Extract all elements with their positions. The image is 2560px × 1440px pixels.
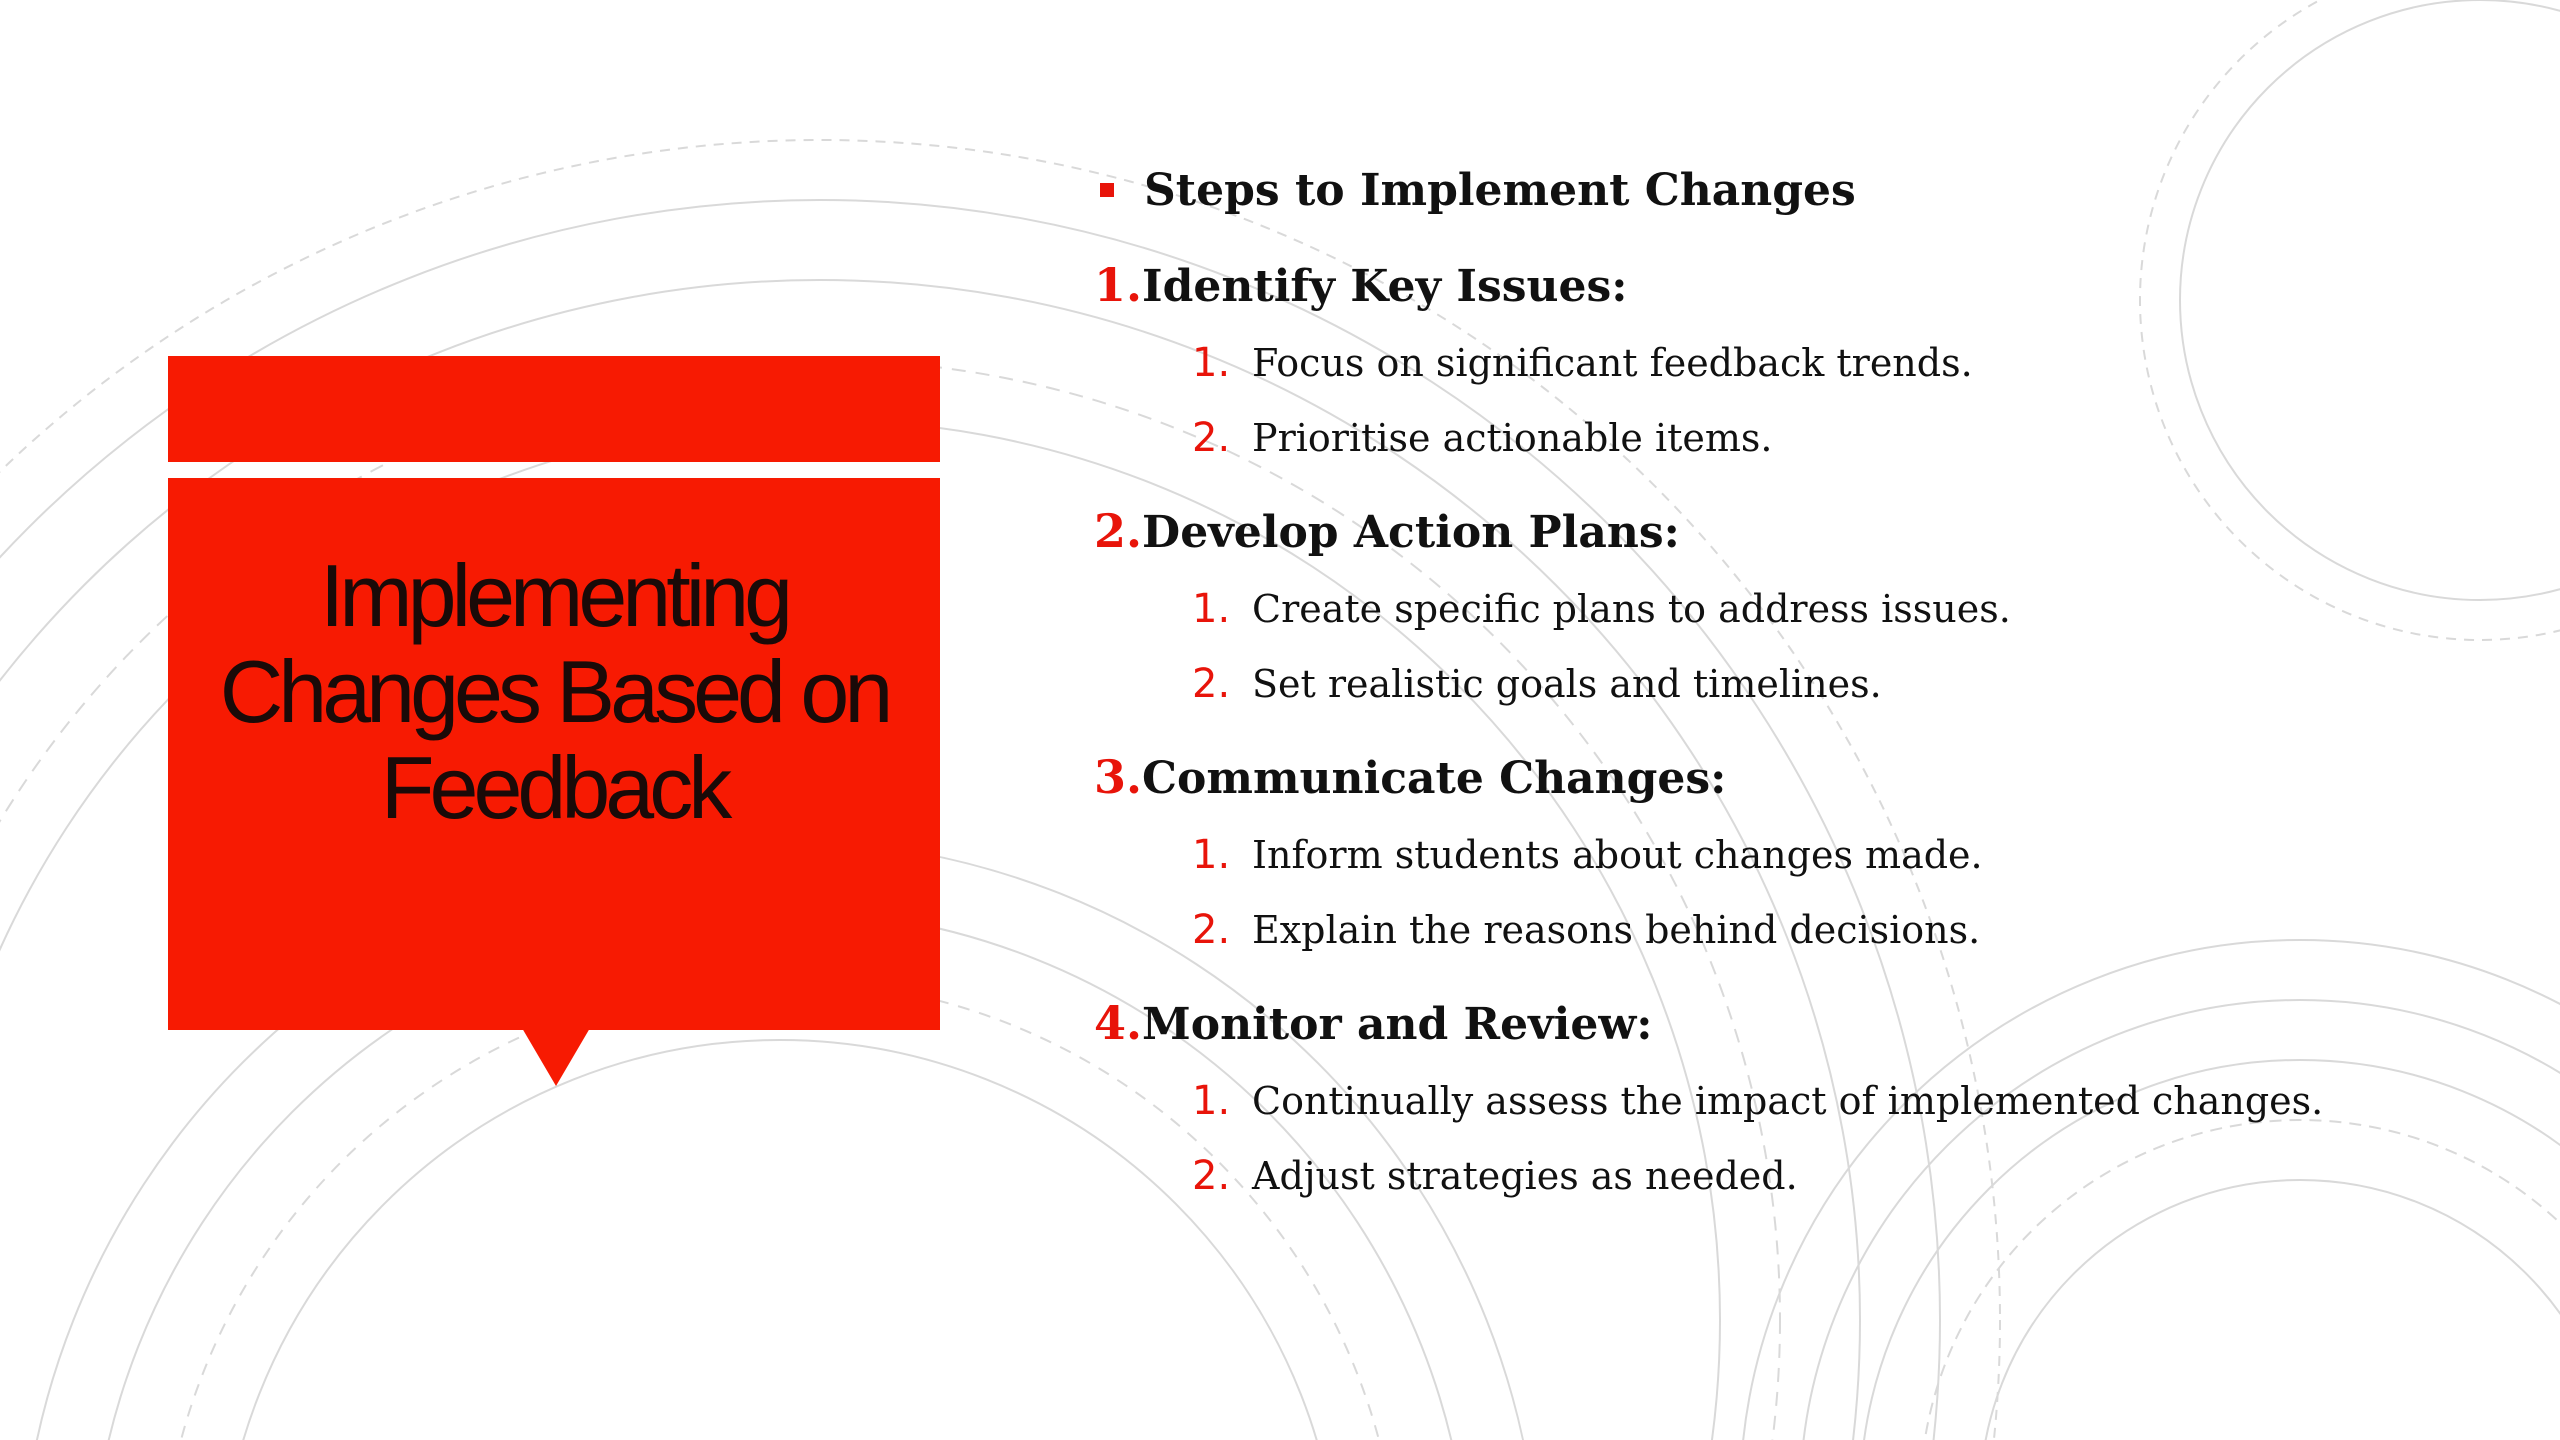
sub-item [1094, 893, 2494, 968]
sub-item-text: Prioritise actionable items. [1252, 416, 1773, 460]
sub-item [1094, 401, 2494, 476]
heading-row [1094, 150, 2494, 230]
step-item [1094, 736, 2494, 968]
step-title [1094, 736, 2494, 818]
step-item [1094, 982, 2494, 1214]
sub-item [1094, 1139, 2494, 1214]
step-number: 4. [1094, 996, 1143, 1050]
step-label: Monitor and Review: [1142, 999, 1653, 1050]
sub-item-text: Focus on significant feedback trends. [1252, 341, 1973, 385]
sub-item [1094, 572, 2494, 647]
sub-item-number: 2. [1192, 907, 1231, 953]
step-item [1094, 244, 2494, 476]
sub-item-text: Explain the reasons behind decisions. [1252, 908, 1981, 952]
sub-item [1094, 326, 2494, 401]
step-title [1094, 490, 2494, 572]
sub-item-text: Inform students about changes made. [1252, 833, 1983, 877]
step-number: 1. [1094, 258, 1143, 312]
sub-item-number: 2. [1192, 1153, 1231, 1199]
content-list [1094, 150, 2494, 1214]
step-number: 2. [1094, 504, 1143, 558]
slide-title: Implementing Changes Based on Feedback [219, 546, 889, 837]
sub-item-text: Continually assess the impact of implemented changes. [1252, 1079, 2324, 1123]
sub-item [1094, 1064, 2494, 1139]
step-label: Develop Action Plans: [1142, 507, 1680, 558]
sub-item [1094, 818, 2494, 893]
sub-item [1094, 647, 2494, 722]
square-bullet-icon [1100, 183, 1114, 197]
sub-item-text: Create specific plans to address issues. [1252, 587, 2011, 631]
step-item [1094, 490, 2494, 722]
sub-item-number: 1. [1192, 340, 1231, 386]
sub-item-number: 2. [1192, 415, 1231, 461]
step-title [1094, 982, 2494, 1064]
sub-item-number: 1. [1192, 832, 1231, 878]
sub-item-number: 1. [1192, 586, 1231, 632]
sub-item-number: 2. [1192, 661, 1231, 707]
title-accent-bar [168, 356, 940, 462]
title-callout-pointer [522, 1028, 590, 1086]
step-title [1094, 244, 2494, 326]
sub-item-text: Adjust strategies as needed. [1252, 1154, 1798, 1198]
step-label: Identify Key Issues: [1142, 261, 1628, 312]
sub-item-number: 1. [1192, 1078, 1231, 1124]
section-heading: Steps to Implement Changes [1144, 164, 1856, 216]
sub-item-text: Set realistic goals and timelines. [1252, 662, 1882, 706]
step-label: Communicate Changes: [1142, 753, 1727, 804]
step-number: 3. [1094, 750, 1143, 804]
